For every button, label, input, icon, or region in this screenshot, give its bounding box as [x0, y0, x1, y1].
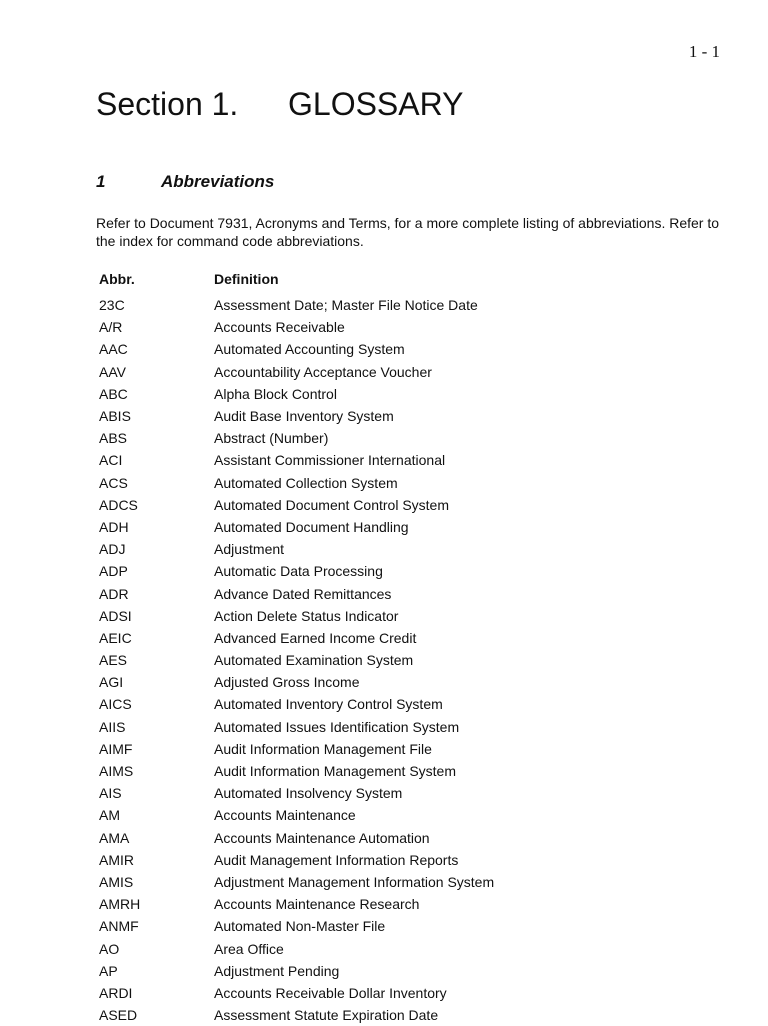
definition-cell: Automated Document Control System — [214, 496, 449, 513]
abbreviation-cell: AMRH — [99, 896, 141, 913]
abbreviation-cell: 23C — [99, 297, 125, 314]
intro-paragraph: Refer to Document 7931, Acronyms and Terms, for a more complete listing of abbreviations. Refer to the index for command code abbreviations. — [96, 215, 720, 249]
table-row — [96, 849, 494, 871]
subsection-heading — [96, 172, 274, 192]
abbreviation-cell: ABIS — [99, 408, 131, 425]
section-number: Section 1. — [96, 86, 239, 122]
abbreviation-cell: AES — [99, 652, 128, 669]
table-row — [96, 915, 494, 937]
abbreviation-cell: AAV — [99, 363, 126, 380]
subsection-title: Abbreviations — [161, 172, 275, 191]
abbreviation-cell: ADR — [99, 585, 129, 602]
abbreviation-cell: ADCS — [99, 496, 138, 513]
abbreviation-cell: AMIS — [99, 873, 134, 890]
abbreviation-cell: ARDI — [99, 984, 133, 1001]
table-row — [96, 827, 494, 849]
abbreviations-table — [96, 268, 494, 1026]
table-row — [96, 627, 494, 649]
abbreviation-cell: ADP — [99, 563, 128, 580]
table-row — [96, 405, 494, 427]
abbreviation-cell: AMIR — [99, 851, 134, 868]
table-row — [96, 893, 494, 915]
abbreviation-cell: ADJ — [99, 541, 126, 558]
definition-cell: Abstract (Number) — [214, 430, 329, 447]
table-row — [96, 427, 494, 449]
definition-cell: Advanced Earned Income Credit — [214, 629, 417, 646]
abbreviation-cell: AO — [99, 940, 120, 957]
table-row — [96, 693, 494, 715]
abbreviation-cell: ACS — [99, 474, 128, 491]
definition-cell: Audit Information Management File — [214, 740, 432, 757]
abbreviation-cell: ABS — [99, 430, 128, 447]
table-row — [96, 649, 494, 671]
abbreviation-cell: AAC — [99, 341, 128, 358]
abbreviation-cell: ASED — [99, 1007, 138, 1024]
table-row — [96, 960, 494, 982]
definition-cell: Automated Insolvency System — [214, 785, 403, 802]
definition-cell: Audit Management Information Reports — [214, 851, 459, 868]
definition-cell: Automated Document Handling — [214, 518, 409, 535]
definition-cell: Area Office — [214, 940, 284, 957]
table-row — [96, 383, 494, 405]
table-row — [96, 871, 494, 893]
table-row — [96, 671, 494, 693]
definition-cell: Assistant Commissioner International — [214, 452, 446, 469]
definition-cell: Audit Base Inventory System — [214, 408, 394, 425]
table-row — [96, 516, 494, 538]
definition-cell: Accounts Maintenance — [214, 807, 356, 824]
table-row — [96, 560, 494, 582]
definition-cell: Automated Non-Master File — [214, 918, 386, 935]
abbreviation-cell: AP — [99, 962, 118, 979]
table-row — [96, 538, 494, 560]
table-header-row — [96, 268, 494, 294]
definition-cell: Alpha Block Control — [214, 385, 337, 402]
abbreviation-cell: AIIS — [99, 718, 126, 735]
abbreviation-cell: A/R — [99, 319, 123, 336]
table-row — [96, 804, 494, 826]
table-row — [96, 716, 494, 738]
definition-cell: Adjustment Management Information System — [214, 873, 495, 890]
table-row — [96, 449, 494, 471]
table-row — [96, 338, 494, 360]
table-row — [96, 472, 494, 494]
definition-column-header: Definition — [214, 271, 279, 287]
table-row — [96, 982, 494, 1004]
definition-cell: Accountability Acceptance Voucher — [214, 363, 432, 380]
abbreviation-cell: ABC — [99, 385, 128, 402]
table-row — [96, 937, 494, 959]
table-row — [96, 738, 494, 760]
table-row — [96, 1004, 494, 1026]
abbreviation-cell: AIMF — [99, 740, 133, 757]
table-row — [96, 782, 494, 804]
definition-cell: Assessment Statute Expiration Date — [214, 1007, 439, 1024]
abbr-column-header: Abbr. — [99, 271, 135, 287]
definition-cell: Assessment Date; Master File Notice Date — [214, 297, 478, 314]
abbreviation-cell: ACI — [99, 452, 123, 469]
definition-cell: Automated Issues Identification System — [214, 718, 460, 735]
abbreviation-cell: AEIC — [99, 629, 132, 646]
table-row — [96, 316, 494, 338]
abbreviation-cell: ADH — [99, 518, 129, 535]
abbreviation-cell: AMA — [99, 829, 130, 846]
table-body — [96, 294, 494, 1026]
abbreviation-cell: ADSI — [99, 607, 132, 624]
definition-cell: Accounts Maintenance Research — [214, 896, 420, 913]
definition-cell: Automated Inventory Control System — [214, 696, 443, 713]
definition-cell: Audit Information Management System — [214, 763, 457, 780]
definition-cell: Adjustment — [214, 541, 285, 558]
abbreviation-cell: AGI — [99, 674, 124, 691]
abbreviation-cell: AIS — [99, 785, 122, 802]
table-row — [96, 605, 494, 627]
definition-cell: Adjusted Gross Income — [214, 674, 360, 691]
table-row — [96, 361, 494, 383]
table-row — [96, 582, 494, 604]
abbreviation-cell: AM — [99, 807, 120, 824]
section-heading: GLOSSARY — [288, 86, 464, 122]
section-title — [96, 86, 463, 123]
subsection-number: 1 — [96, 172, 106, 191]
definition-cell: Accounts Maintenance Automation — [214, 829, 430, 846]
definition-cell: Automated Examination System — [214, 652, 414, 669]
abbreviation-cell: ANMF — [99, 918, 139, 935]
abbreviation-cell: AICS — [99, 696, 132, 713]
table-row — [96, 494, 494, 516]
definition-cell: Action Delete Status Indicator — [214, 607, 399, 624]
table-row — [96, 760, 494, 782]
definition-cell: Accounts Receivable — [214, 319, 345, 336]
definition-cell: Automated Collection System — [214, 474, 398, 491]
definition-cell: Advance Dated Remittances — [214, 585, 392, 602]
definition-cell: Adjustment Pending — [214, 962, 340, 979]
definition-cell: Automatic Data Processing — [214, 563, 383, 580]
definition-cell: Automated Accounting System — [214, 341, 405, 358]
table-row — [96, 294, 494, 316]
definition-cell: Accounts Receivable Dollar Inventory — [214, 984, 447, 1001]
abbreviation-cell: AIMS — [99, 763, 134, 780]
page-number: 1 - 1 — [688, 42, 720, 61]
